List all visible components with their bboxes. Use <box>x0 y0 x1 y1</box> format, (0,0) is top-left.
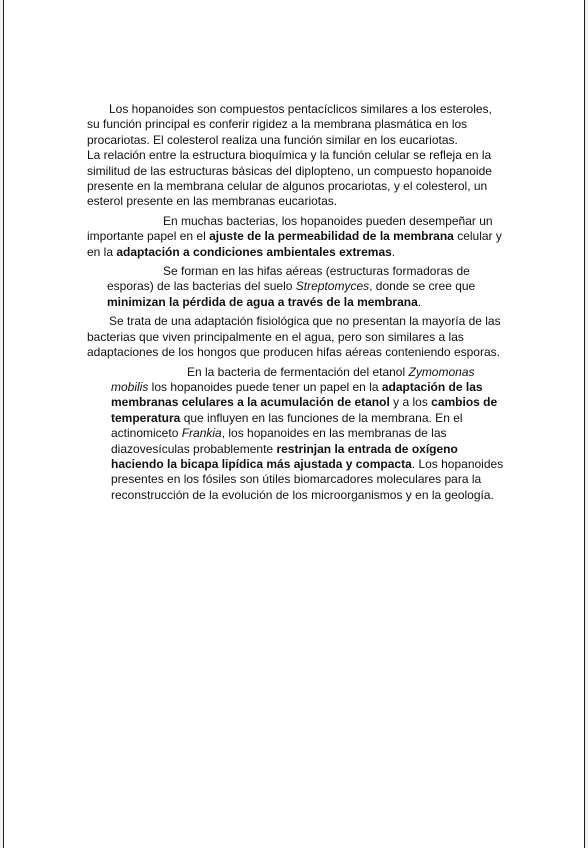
paragraph-hopanoids-intro <box>87 102 505 148</box>
species-name: Zymomonas mobilis <box>111 364 475 394</box>
paragraph-biochemical-structure <box>87 148 505 210</box>
paragraph-physiological-adaptation <box>87 314 505 360</box>
paragraph-text: Los hopanoides son compuestos pentacíclicos similares a los esteroles, su función principal es conferir rigidez a la membrana plasmática en los procariotas. El colesterol realiza una función similar en los eucariotas. <box>87 102 492 147</box>
paragraph-text: que influyen en las funciones de la membrana. En el actinomiceto <box>111 410 463 441</box>
paragraph-text: , los hopanoides en las membranas de las diazovesículas probablemente <box>111 426 447 456</box>
paragraph-text: En la bacteria de fermentación del etanol <box>187 364 409 379</box>
paragraph-text: y a los <box>389 395 432 410</box>
paragraph-text: los hopanoides puede tener un papel en la <box>148 379 382 394</box>
emphasis-text: cambios de temperatura <box>111 395 498 425</box>
paragraph-text: La relación entre la estructura bioquímica y la función celular se refleja en la similitud de las estructuras básicas del diplopteno, un compuesto hopanoide presente en la membrana celular de algunos procariotas, y el colesterol, un esterol presente en las membranas eucariotas. <box>87 148 492 209</box>
emphasis-text: restrinjan la entrada de oxígeno haciendo la bicapa lipídica más ajustada y compacta <box>111 441 458 471</box>
document-page <box>3 0 585 848</box>
paragraph-text: . <box>417 294 422 309</box>
document-body <box>87 102 505 503</box>
paragraph-text: celular y en la <box>87 229 502 259</box>
emphasis-text: minimizan la pérdida de agua a través de la membrana <box>107 294 418 309</box>
paragraph-text: Se forman en las hifas aéreas (estructuras formadoras de esporas) de las bacterias del suelo <box>107 264 470 294</box>
emphasis-text: ajuste de la permeabilidad de la membrana <box>209 229 454 244</box>
emphasis-text: adaptación de las membranas celulares a la acumulación de etanol <box>111 379 483 410</box>
paragraph-zymomonas <box>87 365 505 504</box>
species-name: Frankia <box>181 426 222 441</box>
emphasis-text: adaptación a condiciones ambientales extremas <box>116 244 392 259</box>
paragraph-bacteria-role <box>87 214 505 260</box>
paragraph-text: En muchas bacterias, los hopanoides pueden desempeñar un importante papel en el <box>87 213 493 244</box>
paragraph-aerial-hyphae <box>87 264 505 310</box>
paragraph-text: . Los hopanoides presentes en los fósiles son útiles biomarcadores moleculares para la reconstrucción de la evolución de los microorganismos y en la geología. <box>111 456 504 502</box>
species-name: Streptomyces <box>295 279 370 294</box>
paragraph-text: . <box>391 244 396 259</box>
paragraph-text: Se trata de una adaptación fisiológica que no presentan la mayoría de las bacterias que viven principalmente en el agua, pero son similares a las adaptaciones de los hongos que producen hifas aéreas conteniendo esporas. <box>87 314 501 360</box>
paragraph-text: , donde se cree que <box>369 279 476 294</box>
